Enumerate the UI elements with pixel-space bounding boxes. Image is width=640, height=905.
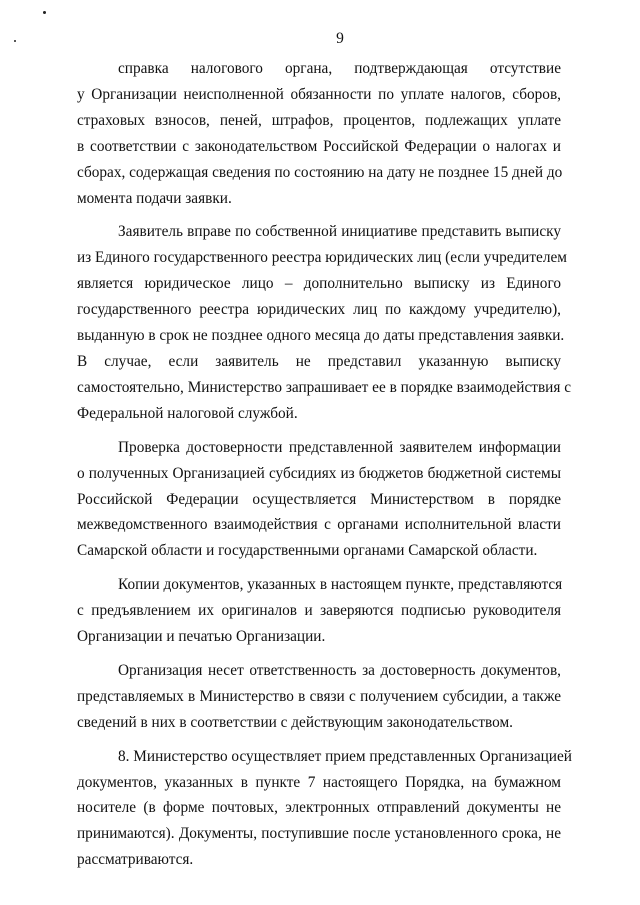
paragraph-tax-certificate: [77, 56, 561, 211]
paragraph-registry-extract: [77, 219, 572, 426]
paragraph-clause-8: [77, 744, 572, 874]
text-line: момента подачи заявки.: [77, 189, 232, 207]
text-line: Копии документов, указанных в настоящем пункте, представляются: [118, 576, 563, 594]
text-line: Организация несет ответственность за достоверность документов,: [118, 661, 561, 679]
paragraph-subsidy-verification: [77, 435, 561, 565]
text-line: Федеральной налоговой службой.: [77, 404, 298, 422]
text-line: сведений в них в соответствии с действующим законодательством.: [77, 713, 513, 731]
text-line: представляемых в Министерство в связи с получением субсидии, а также: [77, 687, 561, 705]
document-body: [77, 56, 572, 873]
text-line: носителе (в форме почтовых, электронных отправлений документы не: [77, 799, 561, 817]
text-line: у Организации неисполненной обязанности по уплате налогов, сборов,: [77, 85, 561, 103]
text-line: Заявитель вправе по собственной инициативе представить выписку: [118, 223, 561, 241]
text-line: является юридическое лицо – дополнительно выписку из Единого: [77, 275, 561, 293]
text-line: рассматриваются.: [77, 851, 194, 869]
text-line: принимаются). Документы, поступившие после установленного срока, не: [77, 825, 561, 843]
text-line: В случае, если заявитель не представил указанную выписку: [77, 352, 561, 370]
text-line: в соответствии с законодательством Российской Федерации о налогах и: [77, 137, 561, 155]
text-line: Самарской области и государственными органами Самарской области.: [77, 542, 538, 560]
text-line: самостоятельно, Министерство запрашивает ее в порядке взаимодействия с: [77, 378, 572, 396]
text-line: сборах, содержащая сведения по состоянию на дату не позднее 15 дней до: [77, 163, 563, 181]
text-line: с предъявлением их оригиналов и заверяются подписью руководителя: [77, 602, 561, 620]
text-line: о полученных Организацией субсидиях из бюджетов бюджетной системы: [77, 464, 561, 482]
text-line: документов, указанных в пункте 7 настоящего Порядка, на бумажном: [77, 773, 561, 791]
text-line: государственного реестра юридических лиц по каждому учредителю),: [77, 301, 561, 319]
text-line: страховых взносов, пеней, штрафов, процентов, подлежащих уплате: [77, 111, 561, 129]
text-line: Проверка достоверности представленной заявителем информации: [118, 438, 561, 456]
text-line: из Единого государственного реестра юридических лиц (если учредителем: [77, 249, 567, 267]
page-number: 9: [336, 30, 344, 47]
text-line: 8. Министерство осуществляет прием представленных Организацией: [118, 747, 572, 765]
text-line: справка налогового органа, подтверждающая отсутствие: [118, 60, 561, 77]
text-line: межведомственного взаимодействия с органами исполнительной власти: [77, 516, 561, 534]
paragraph-document-copies: [77, 572, 561, 650]
text-line: Организации и печатью Организации.: [77, 628, 326, 646]
text-line: Российской Федерации осуществляется Министерством в порядке: [77, 490, 561, 508]
paragraph-responsibility: [77, 658, 561, 736]
text-line: выданную в срок не позднее одного месяца до даты представления заявки.: [77, 327, 565, 345]
scan-speck: [43, 11, 46, 14]
